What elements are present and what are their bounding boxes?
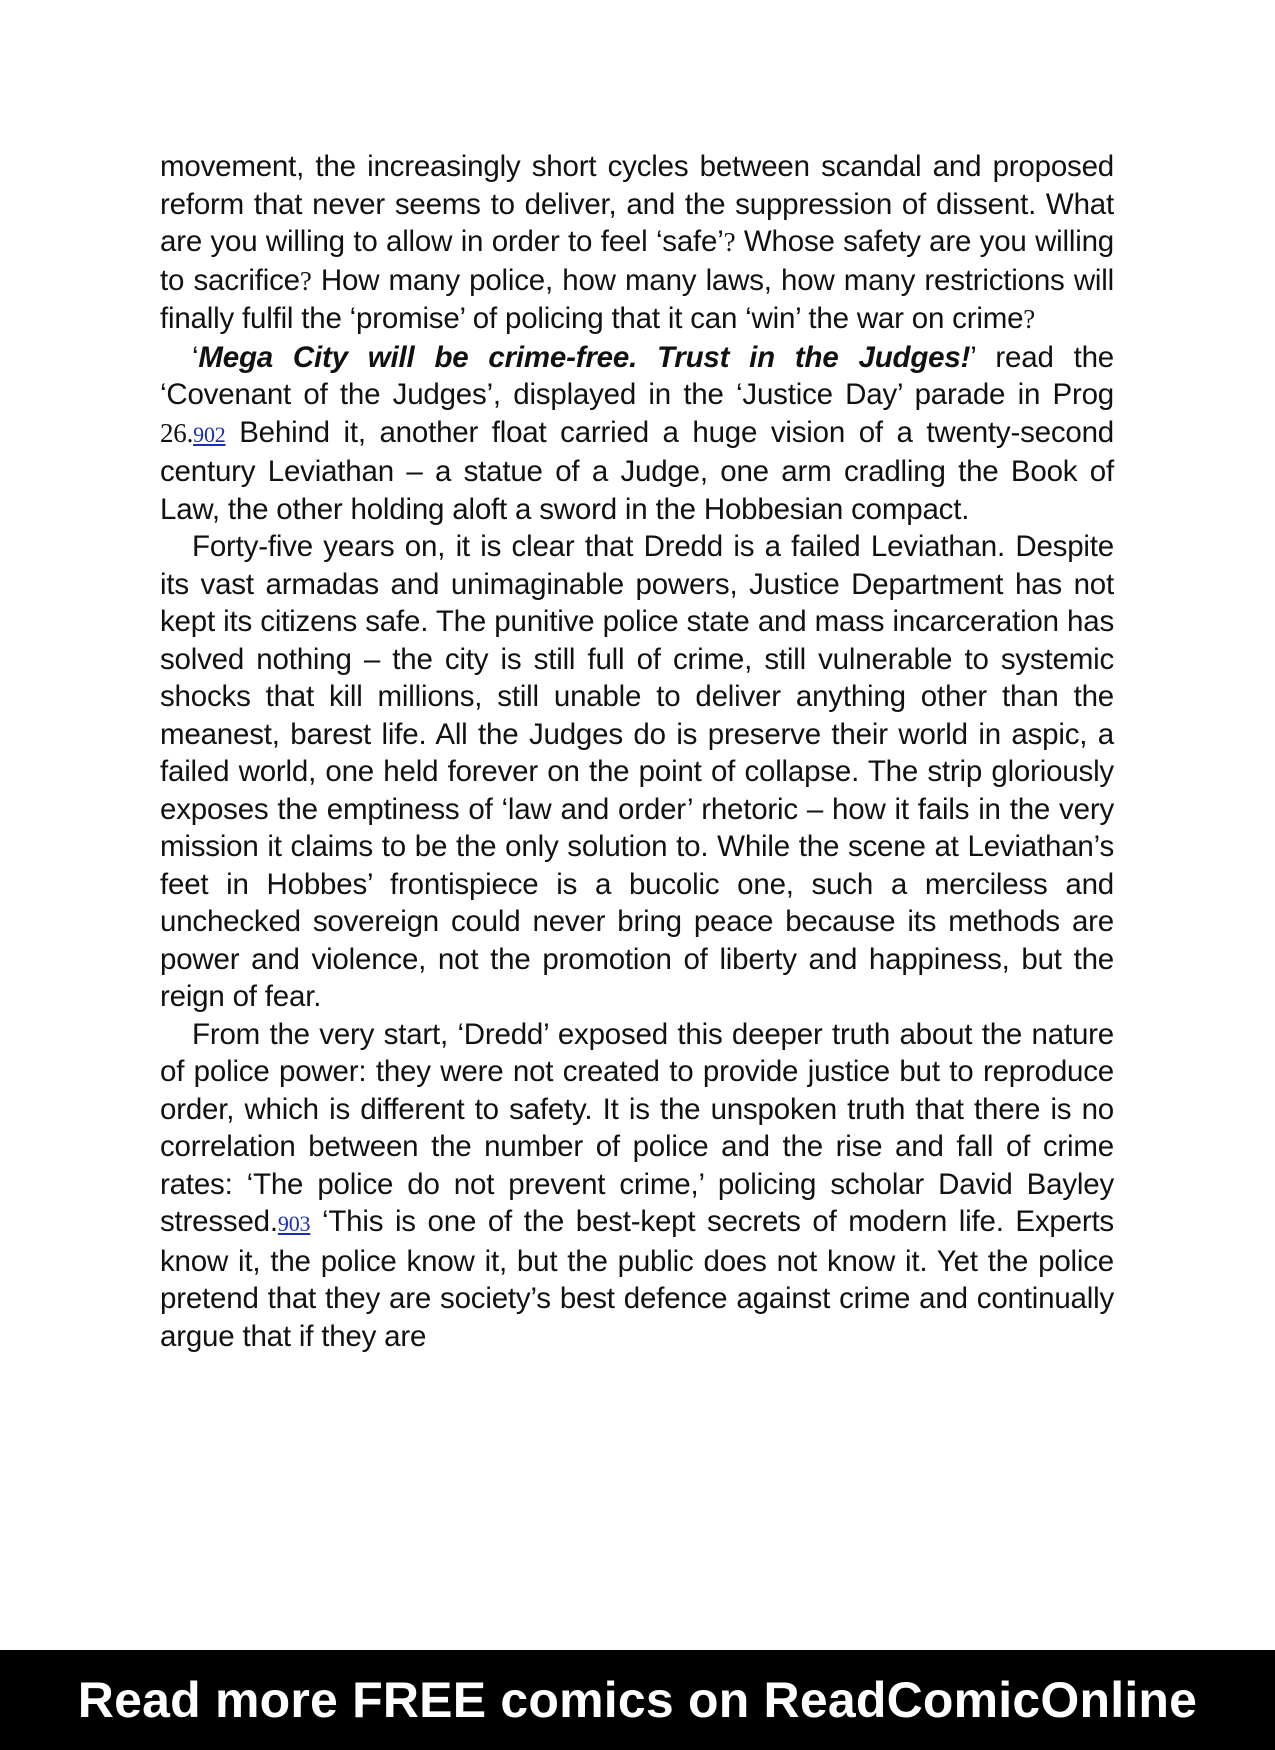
slogan: Mega City will be crime-free. Trust in the Judges!: [198, 340, 971, 374]
paragraph-3: Forty-five years on, it is clear that Dredd is a failed Leviathan. Despite its vast armadas and unimaginable powers, Justice Department has not kept its citizens safe. The punitive police state and mass incarceration has solved nothing – the city is still full of crime, still vulnerable to systemic shocks that kill millions, still unable to deliver anything other than the meanest, barest life. All the Judges do is preserve their world in aspic, a failed world, one held forever on the point of collapse. The strip gloriously exposes the emptiness of ‘law and order’ rhetoric – how it fails in the very mission it claims to be the only solution to. While the scene at Leviathan’s feet in Hobbes’ frontispiece is a bucolic one, such a merciless and unchecked sovereign could never bring peace because its methods are power and violence, not the promotion of liberty and happiness, but the reign of fear.: [160, 530, 1114, 1013]
opening-quote: ‘: [192, 340, 199, 374]
paragraph-4: [160, 1016, 1114, 1356]
body-text: [160, 148, 1114, 1355]
footnote-link-903[interactable]: 903: [277, 1211, 311, 1236]
paragraph-4-text-b: ‘This is one of the best-kept secrets of modern life. Experts know it, the police know it, but the public does not know it. Yet the police pretend that they are society’s best defence against crime and continually argue that if they are: [160, 1205, 1114, 1353]
paragraph-2-text-a: ’ read the ‘Covenant of the Judges’, displayed in the ‘Justice Day’ parade in Prog: [160, 340, 1115, 411]
question-mark: ?: [299, 265, 312, 296]
paragraph-1-text-b: Whose safety are you willing to sacrifice: [160, 225, 1115, 297]
paragraph-2-text-b: Behind it, another float carried a huge vision of a twenty-second century Leviathan – a statue of a Judge, one arm cradling the Book of Law, the other holding aloft a sword in the Hobbesian compact.: [160, 415, 1114, 526]
paragraph-4-text-a: From the very start, ‘Dredd’ exposed this deeper truth about the nature of police power: they were not created to provide justice but to reproduce order, which is different to safety. It is the unspoken truth that there is no correlation between the number of police and the rise and fall of crime rates: ‘The police do not prevent crime,’ policing scholar David Bayley stressed.: [160, 1017, 1114, 1238]
paragraph-1: [160, 148, 1114, 339]
paragraph-2: [160, 339, 1114, 529]
promo-banner-text[interactable]: Read more FREE comics on ReadComicOnline: [77, 1672, 1198, 1728]
prog-number: 26.: [160, 417, 194, 448]
paragraph-1-text-c: How many police, how many laws, how many restrictions will finally fulfil the ‘promise’ of policing that it can ‘win’ the war on crime: [160, 263, 1114, 335]
paragraph-1-text-a: movement, the increasingly short cycles between scandal and proposed reform that never seems to deliver, and the suppression of dissent. What are you willing to allow in order to feel ‘safe’: [160, 150, 1114, 258]
promo-banner[interactable]: [0, 1650, 1275, 1750]
question-mark: ?: [723, 227, 736, 257]
footnote-link-902[interactable]: 902: [193, 421, 226, 447]
question-mark: ?: [1023, 304, 1036, 334]
